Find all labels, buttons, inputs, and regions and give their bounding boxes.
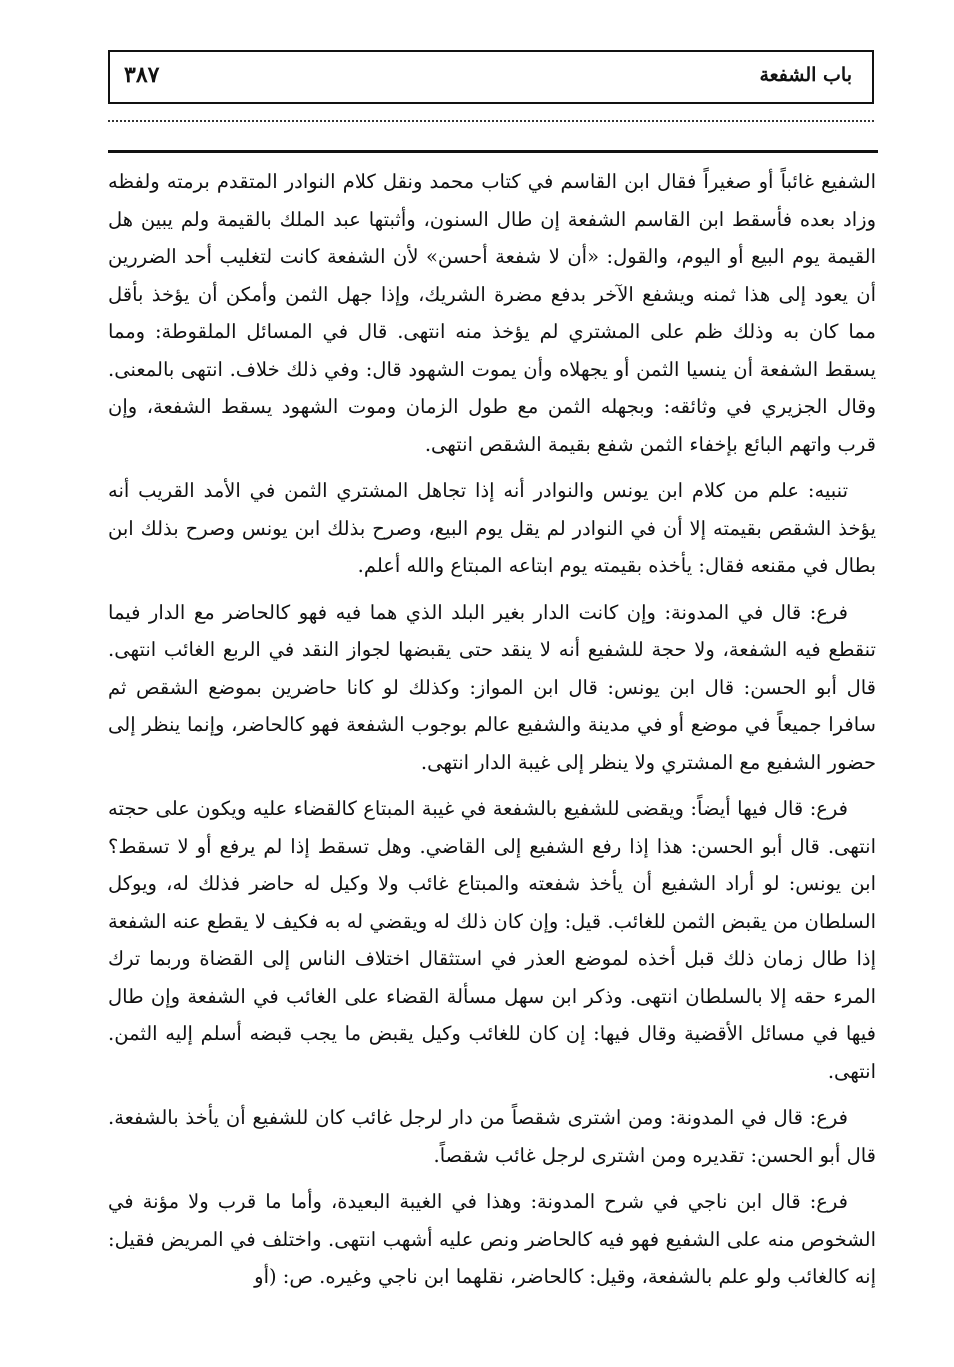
running-header — [108, 50, 874, 104]
header-rule — [108, 150, 878, 153]
paragraph-far-1: فرع: قال في المدونة: وإن كانت الدار بغير البلد الذي هما فيه فهو كالحاضر مع الدار فيما تنقطع فيه الشفعة، ولا حجة للشفيع أنه لا ينقد حتى يقبضها لجواز النقد في الربع الغائب انتهى. قال أبو الحسن: قال ابن يونس: قال ابن المواز: وكذلك لو كانا حاضرين بموضع الشقص ثم سافرا جميعاً في موضع أو في مدينة والشفيع عالم بوجوب الشفعة فهو كالحاضر، وإنما ينظر إلى حضور الشفيع مع المشتري ولا ينظر إلى غيبة الدار انتهى. — [108, 600, 876, 774]
page-number: ٣٨٧ — [124, 62, 160, 88]
paragraph-1: الشفيع غائباً أو صغيراً فقال ابن القاسم في كتاب محمد ونقل كلام النوادر المتقدم برمته ولفظه وزاد بعده فأسقط ابن القاسم الشفعة إن طال السنون، وأثبتها عبد الملك بالقيمة ولم يبين هل القيمة يوم البيع أو اليوم، والقول: «أن لا شفعة أحسن» لأن الشفعة كانت لتغليب أحد الضررين أن يعود إلى هذا ثمنه ويشفع الآخر بدفع مضرة الشريك، وإذا جهل الثمن وأمكن أن يؤخذ بأقل مما كان به وذلك ظم على المشتري لم يؤخذ منه انتهى. قال في المسائل الملقوطة: ومما يسقط الشفعة أن ينسيا الثمن أو يجهلاه وأن يموت الشهود قال: وفي ذلك خلاف. انتهى بالمعنى. وقال الجزيري في وثائقه: وبجهله الثمن مع طول الزمان وموت الشهود يسقط الشفعة، وإن قرب واتهم البائع بإخفاء الثمن شفع بقيمة الشقص انتهى. — [108, 170, 877, 456]
paragraph-far-3: فرع: قال في المدونة: ومن اشترى شقصاً من دار لرجل غائب كان للشفيع أن يأخذ بالشفعة. قال أبو الحسن: تقديره ومن اشترى لرجل غائب شقصاً. — [108, 1106, 876, 1167]
dotted-separator — [108, 120, 874, 122]
paragraph-far-4: فرع: قال ابن ناجي في شرح المدونة: وهذا في الغيبة البعيدة، وأما ما قرب ولا مؤنة في الشخوص منه على الشفيع فهو فيه كالحاضر ونص عليه أشهب انتهى. واختلف في المريض فقيل: إنه كالغائب ولو علم بالشفعة، وقيل: كالحاضر، نقلهما ابن ناجي وغيره. ص: (أو — [108, 1190, 876, 1288]
page-body — [108, 163, 876, 1305]
paragraph-tanbih: تنبيه: علم من كلام ابن يونس والنوادر أنه إذا تجاهل المشتري الثمن في الأمد القريب أنه يؤخذ الشقص بقيمته إلا أن في النوادر لم يقل يوم البيع، وصرح بذلك ابن يونس وصرح بذلك ابن بطال في مقنعه فقال: يأخذه بقيمته يوم ابتاعه المبتاع والله أعلم. — [108, 479, 876, 577]
chapter-title: باب الشفعة — [759, 64, 852, 86]
paragraph-far-2: فرع: قال فيها أيضاً: ويقضى للشفيع بالشفعة في غيبة المبتاع كالقضاء عليه ويكون على حجته انتهى. قال أبو الحسن: هذا إذا رفع الشفيع إلى القاضي. وهل تسقط إذا لم يرفع أو لا تسقط؟ ابن يونس: لو أراد الشفيع أن يأخذ شفعته والمبتاع غائب ولا وكيل له حاضر فذلك له، ويوكل السلطان من يقبض الثمن للغائب. قيل: وإن كان ذلك له ويقضي له به فكيف لا يقطع عنه الشفعة إذا طال زمان ذلك قبل أخذه لموضع العذر في استثقال اختلاف الناس إلى القضاة وربما ترك المرء حقه إلا بالسلطان انتهى. وذكر ابن سهل مسألة القضاء على الغائب في الشفعة وإن طال فيها في مسائل الأقضية وقال فيها: إن كان للغائب وكيل يقبض ما يجب قبضه أسلم إليه الثمن. انتهى. — [108, 797, 876, 1083]
